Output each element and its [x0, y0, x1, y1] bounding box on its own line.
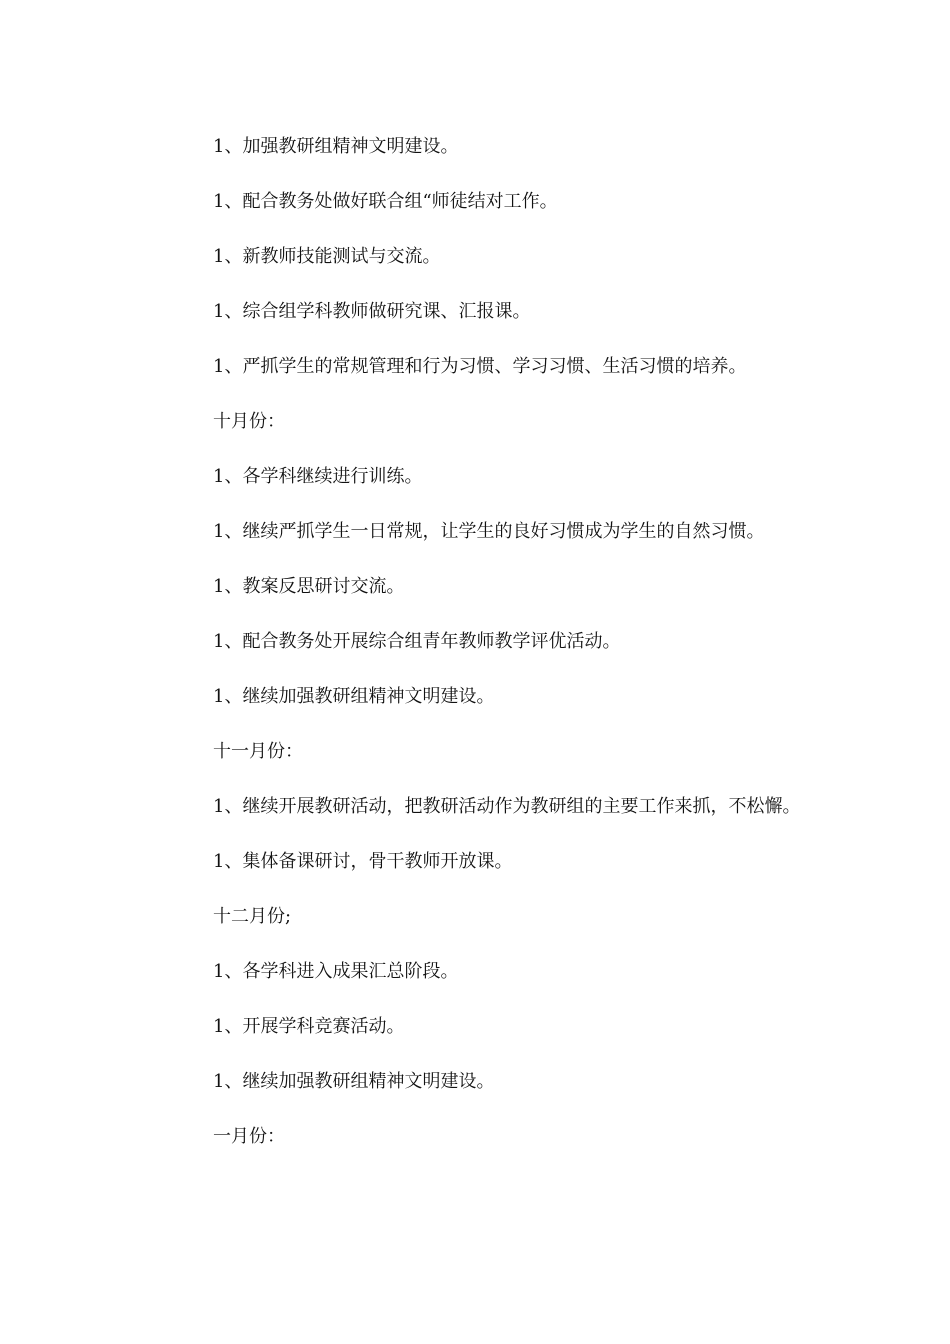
paragraph: 1、综合组学科教师做研究课、汇报课。	[213, 301, 531, 322]
paragraph: 1、继续加强教研组精神文明建设。	[213, 1071, 495, 1092]
paragraph: 1、继续开展教研活动，把教研活动作为教研组的主要工作来抓，不松懈。	[213, 796, 801, 817]
paragraph: 1、各学科进入成果汇总阶段。	[213, 961, 459, 982]
section-heading: 十一月份：	[213, 741, 303, 762]
paragraph: 1、严抓学生的常规管理和行为习惯、学习习惯、生活习惯的培养。	[213, 356, 747, 377]
paragraph: 1、各学科继续进行训练。	[213, 466, 423, 487]
document-body	[135, 132, 805, 1177]
section-heading: 十二月份;	[213, 906, 292, 927]
paragraph: 1、加强教研组精神文明建设。	[213, 136, 459, 157]
paragraph: 1、新教师技能测试与交流。	[213, 246, 441, 267]
paragraph: 1、教案反思研讨交流。	[213, 576, 405, 597]
paragraph: 1、继续加强教研组精神文明建设。	[213, 686, 495, 707]
section-heading: 一月份：	[213, 1126, 285, 1147]
section-heading: 十月份：	[213, 411, 285, 432]
paragraph: 1、集体备课研讨，骨干教师开放课。	[213, 851, 513, 872]
paragraph: 1、配合教务处做好联合组“师徒结对工作。	[213, 191, 558, 212]
paragraph: 1、开展学科竞赛活动。	[213, 1016, 405, 1037]
paragraph: 1、继续严抓学生一日常规，让学生的良好习惯成为学生的自然习惯。	[213, 521, 765, 542]
paragraph: 1、配合教务处开展综合组青年教师教学评优活动。	[213, 631, 621, 652]
